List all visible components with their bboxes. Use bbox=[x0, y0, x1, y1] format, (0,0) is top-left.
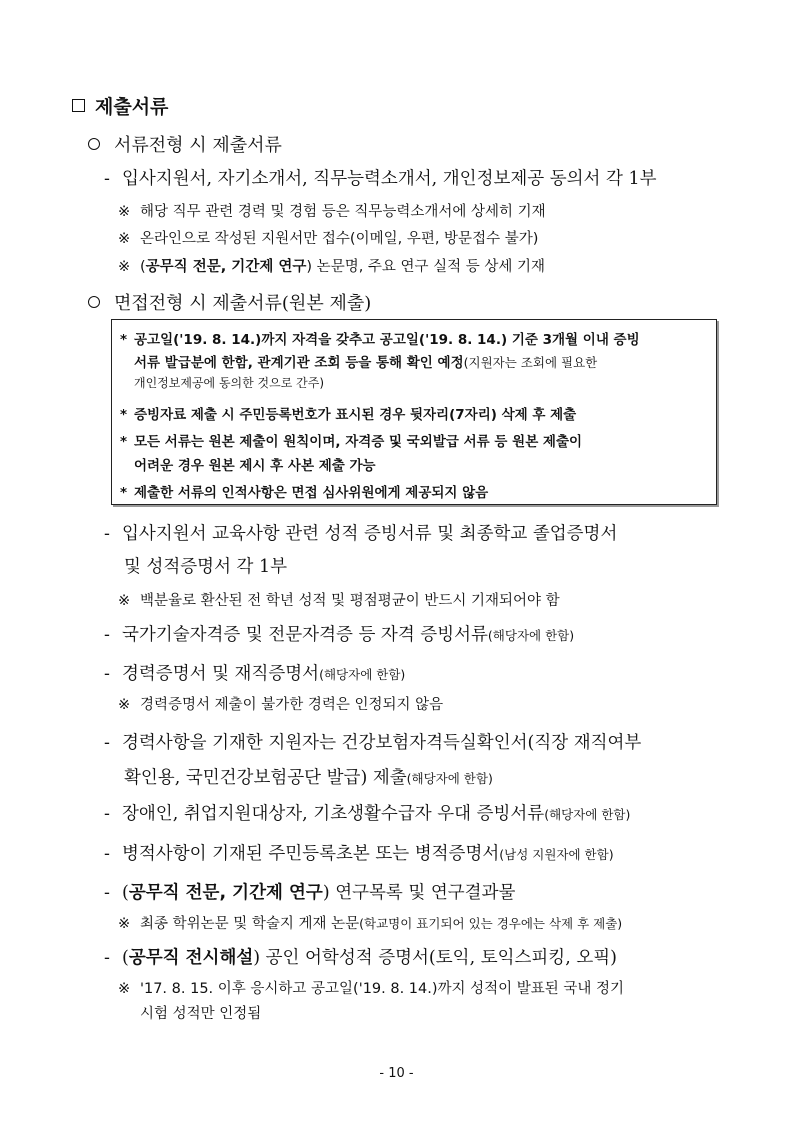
notice-box bbox=[111, 319, 717, 505]
page-number: - 10 - bbox=[379, 1066, 414, 1081]
box-item-4: * 제출한 서류의 인적사항은 면접 심사위원에게 제공되지 않음 bbox=[120, 485, 489, 501]
interview-item-6: - 병적사항이 기재된 주민등록초본 또는 병적증명서(남성 지원자에 한함) bbox=[104, 844, 614, 864]
box-item-2: * 증빙자료 제출 시 주민등록번호가 표시된 경우 뒷자리(7자리) 삭제 후 제출 bbox=[120, 407, 577, 423]
box-item-3-cont: 어려운 경우 원본 제시 후 사본 제출 가능 bbox=[134, 458, 376, 474]
interview-item-2: - 국가기술자격증 및 전문자격증 등 자격 증빙서류(해당자에 한함) bbox=[104, 625, 575, 645]
section-title-text: 제출서류 bbox=[95, 96, 169, 118]
circle-bullet-icon bbox=[88, 296, 100, 308]
interview-item-8-note-cont: 시험 성적만 인정됨 bbox=[140, 1006, 262, 1022]
interview-item-1-cont: 및 성적증명서 각 1부 bbox=[124, 557, 288, 577]
section-title bbox=[72, 92, 168, 119]
box-item-1-note: 개인정보제공에 동의한 것으로 간주) bbox=[134, 376, 325, 390]
interview-item-3-note: ※ 경력증명서 제출이 불가한 경력은 인정되지 않음 bbox=[118, 697, 444, 713]
checkbox-square-icon bbox=[72, 99, 85, 112]
interview-item-1: - 입사지원서 교육사항 관련 성적 증빙서류 및 최종학교 졸업증명서 bbox=[104, 524, 618, 544]
circle-bullet-icon bbox=[88, 138, 100, 150]
interview-item-4-cont: 확인용, 국민건강보험공단 발급) 제출(해당자에 한함) bbox=[124, 768, 493, 788]
interview-item-4: - 경력사항을 기재한 지원자는 건강보험자격득실확인서(직장 재직여부 bbox=[104, 733, 642, 753]
interview-item-8-note: ※ '17. 8. 15. 이후 응시하고 공고일('19. 8. 14.)까지 성적이 발표된 국내 정기 bbox=[118, 981, 625, 997]
interview-item-1-note: ※ 백분율로 환산된 전 학년 성적 및 평점평균이 반드시 기재되어야 함 bbox=[118, 593, 560, 609]
box-item-3: * 모든 서류는 원본 제출이 원칙이며, 자격증 및 국외발급 서류 등 원본 제출이 bbox=[120, 434, 583, 450]
doc-note-2: ※ 온라인으로 작성된 지원서만 접수(이메일, 우편, 방문접수 불가) bbox=[118, 231, 539, 247]
interview-item-3: - 경력증명서 및 재직증명서(해당자에 한함) bbox=[104, 664, 406, 684]
document-screening-heading: 서류전형 시 제출서류 bbox=[88, 131, 282, 157]
interview-item-8: - (공무직 전시해설) 공인 어학성적 증명서(토익, 토익스피킹, 오픽) bbox=[104, 948, 617, 968]
doc-note-3: ※ (공무직 전문, 기간제 연구) 논문명, 주요 연구 실적 등 상세 기재 bbox=[118, 259, 546, 275]
box-item-1-cont: 서류 발급분에 한함, 관계기관 조회 등을 통해 확인 예정(지원자는 조회에 필요한 bbox=[134, 355, 598, 371]
interview-item-7: - (공무직 전문, 기간제 연구) 연구목록 및 연구결과물 bbox=[104, 883, 516, 903]
interview-item-7-note: ※ 최종 학위논문 및 학술지 게재 논문(학교명이 표기되어 있는 경우에는 삭제 후 제출) bbox=[118, 916, 623, 932]
interview-heading: 면접전형 시 제출서류(원본 제출) bbox=[88, 289, 371, 315]
interview-item-5: - 장애인, 취업지원대상자, 기초생활수급자 우대 증빙서류(해당자에 한함) bbox=[104, 804, 631, 824]
doc-note-1: ※ 해당 직무 관련 경력 및 경험 등은 직무능력소개서에 상세히 기재 bbox=[118, 204, 546, 220]
doc-item-1: - 입사지원서, 자기소개서, 직무능력소개서, 개인정보제공 동의서 각 1부 bbox=[104, 169, 657, 189]
box-item-1: * 공고일('19. 8. 14.)까지 자격을 갖추고 공고일('19. 8. 14.) 기준 3개월 이내 증빙 bbox=[120, 332, 640, 348]
